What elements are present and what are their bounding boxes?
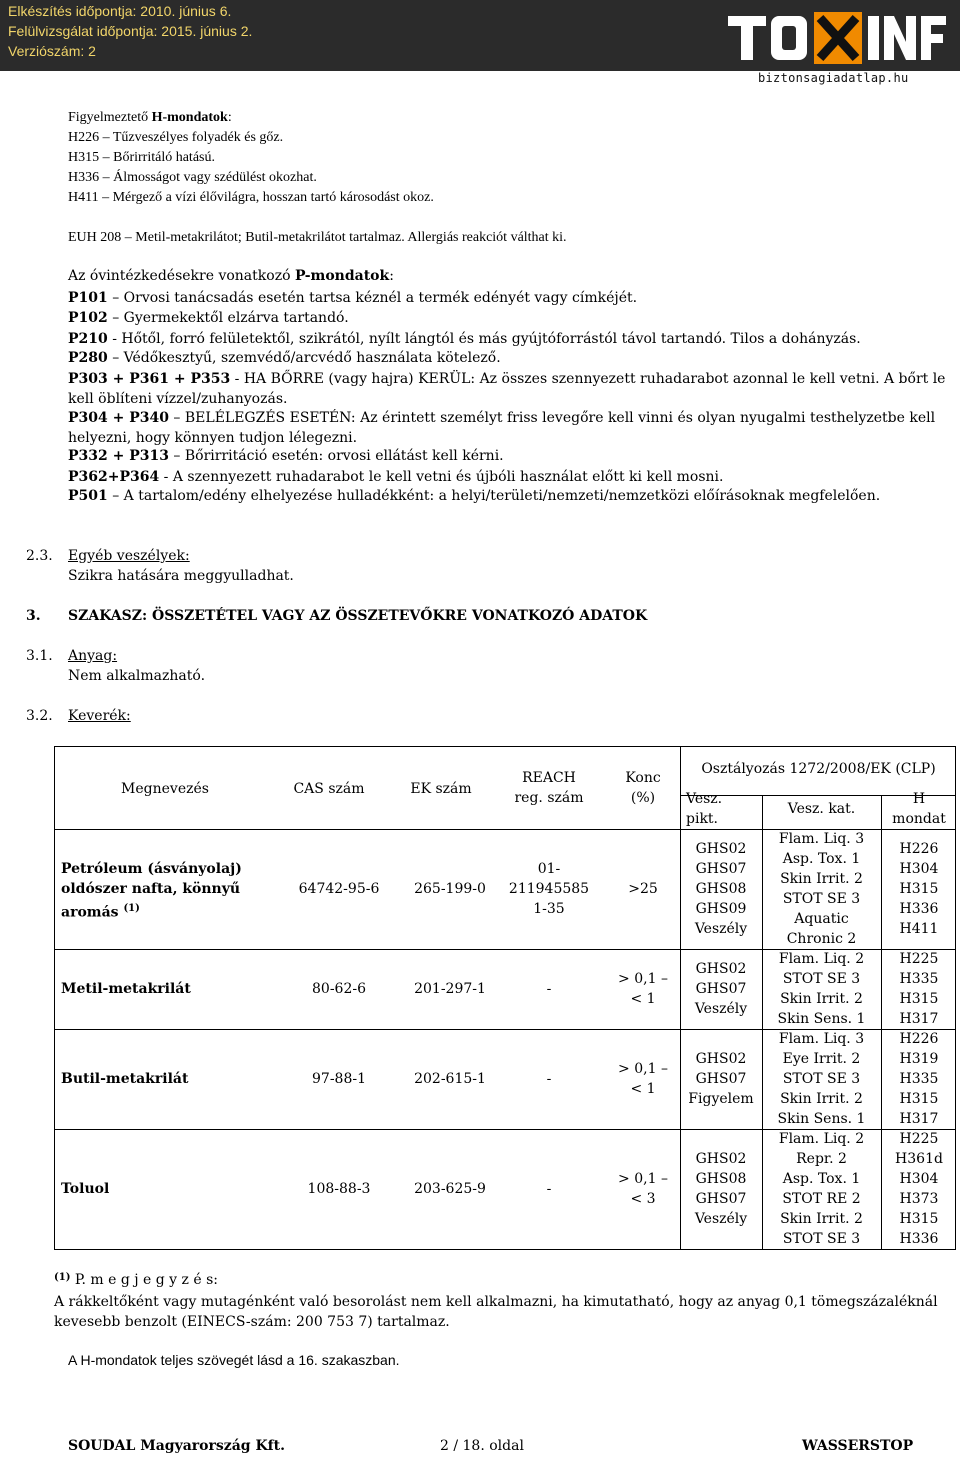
row4-cas: 108-88-3	[307, 1181, 371, 1197]
row4-hm: H225 H361d H304 H373 H315 H336	[895, 1131, 943, 1247]
footer-company: SOUDAL Magyarország Kft.	[68, 1438, 285, 1454]
header-kat: Vesz. kat.	[787, 801, 856, 817]
h-statements-reference: A H-mondatok teljes szövegét lásd a 16. szakaszban.	[68, 1352, 400, 1368]
section-2-3-number: 2.3.	[26, 548, 53, 564]
p-statement: P332 + P313 – Bőrirritáció esetén: orvosi ellátást kell kérni.	[68, 448, 504, 464]
row1-pikt: GHS02 GHS07 GHS08 GHS09 Veszély	[694, 841, 748, 937]
row1-reach: 01- 211945585 1-35	[508, 861, 590, 917]
section-3-number: 3.	[26, 608, 41, 624]
toxinfo-logo	[728, 12, 946, 64]
prepared-date: Elkészítés időpontja: 2010. június 6.	[8, 3, 232, 19]
row1-cas: 64742-95-6	[298, 881, 380, 897]
row2-konc: > 0,1 – < 1	[618, 971, 668, 1007]
h-statement: H336 – Álmosságot vagy szédülést okozhat.	[68, 170, 317, 185]
composition-table	[54, 746, 956, 1250]
header-hm: H mondat	[892, 791, 946, 827]
row1-name: Petróleum (ásványolaj) oldószer nafta, könnyű aromás $^{(1)}$	[61, 861, 242, 921]
section-3-2-number: 3.2.	[26, 708, 53, 724]
footnote-heading: $^{(1)}$ P. m e g j e g y z é s:	[54, 1272, 218, 1288]
row2-cas: 80-62-6	[312, 981, 366, 997]
section-3-1-number: 3.1.	[26, 648, 53, 664]
header-cas: CAS szám	[293, 781, 365, 797]
p-statement: P303 + P361 + P353 - HA BŐRRE (vagy hajra) KERÜL: Az összes szennyezett ruhadarabot azonnal le kell vetni. A bőrt le kell öblíteni vízzel/zuhanyozás.	[68, 371, 946, 407]
section-2-3-title: Egyéb veszélyek:	[68, 548, 190, 564]
section-3-1-title: Anyag:	[68, 648, 118, 664]
section-2-3-text: Szikra hatására meggyulladhat.	[68, 568, 294, 584]
section-3-1-text: Nem alkalmazható.	[68, 668, 206, 684]
p-statement: P501 – A tartalom/edény elhelyezése hulladékként: a helyi/területi/nemzeti/nemzetközi előírásoknak megfelelően.	[68, 488, 881, 504]
row1-ek: 265-199-0	[414, 881, 486, 897]
h-statements-title: Figyelmeztető H-mondatok:	[68, 110, 232, 125]
row3-reach: -	[546, 1071, 552, 1087]
header-name: Megnevezés	[121, 781, 209, 797]
p-statement: P304 + P340 – BELÉLEGZÉS ESETÉN: Az érintett személyt friss levegőre kell vinni és olyan nyugalmi testhelyzetbe kell helyezni, hogy könnyen tudjon lélegezni.	[68, 410, 936, 446]
logo-url: biztonsagiadatlap.hu	[758, 71, 909, 85]
euh-statement: EUH 208 – Metil-metakrilátot; Butil-metakrilátot tartalmaz. Allergiás reakciót válthat ki.	[68, 230, 567, 245]
version-number: Verziószám: 2	[8, 43, 96, 59]
section-3-2-title: Keverék:	[68, 708, 131, 724]
row4-pikt: GHS02 GHS08 GHS07 Veszély	[694, 1151, 748, 1227]
row1-kat: Flam. Liq. 3 Asp. Tox. 1 Skin Irrit. 2 STOT SE 3 Aquatic Chronic 2	[778, 831, 865, 947]
row4-ek: 203-625-9	[414, 1181, 486, 1197]
row4-reach: -	[546, 1181, 552, 1197]
row3-hm: H226 H319 H335 H315 H317	[899, 1031, 939, 1127]
row3-konc: > 0,1 – < 1	[618, 1061, 668, 1097]
row2-reach: -	[546, 981, 552, 997]
row3-ek: 202-615-1	[414, 1071, 486, 1087]
footer-product: WASSERSTOP	[802, 1438, 914, 1454]
row2-ek: 201-297-1	[414, 981, 486, 997]
p-statement: P362+P364 - A szennyezett ruhadarabot le kell vetni és újbóli használat előtt ki kell mosni.	[68, 469, 724, 485]
footnote-text: A rákkeltőként vagy mutagénként való besorolást nem kell alkalmazni, ha kimutatható, hogy az anyag 0,1 tömegszázaléknál kevesebb benzolt (EINECS-szám: 200 753 7) tartalmaz.	[54, 1294, 938, 1330]
row4-kat: Flam. Liq. 2 Repr. 2 Asp. Tox. 1 STOT RE 2 Skin Irrit. 2 STOT SE 3	[778, 1131, 865, 1247]
header-ek: EK szám	[410, 781, 472, 797]
p-statements-title: Az óvintézkedésekre vonatkozó P-mondatok:	[68, 268, 394, 284]
header-reach: REACH reg. szám	[514, 770, 584, 806]
header-konc: Konc (%)	[625, 770, 661, 806]
row2-kat: Flam. Liq. 2 STOT SE 3 Skin Irrit. 2 Skin Sens. 1	[777, 951, 866, 1027]
p-statement: P101 – Orvosi tanácsadás esetén tartsa kéznél a termék edényét vagy címkéjét.	[68, 290, 638, 306]
header-clp: Osztályozás 1272/2008/EK (CLP)	[701, 761, 936, 777]
revision-date: Felülvizsgálat időpontja: 2015. június 2.	[8, 23, 253, 39]
p-statement: P210 - Hőtől, forró felületektől, szikrától, nyílt lángtól és más gyújtóforrástól távol tartandó. Tilos a dohányzás.	[68, 331, 861, 347]
row3-name: Butil-metakrilát	[61, 1071, 189, 1087]
h-statement: H226 – Tűzveszélyes folyadék és gőz.	[68, 130, 284, 145]
footer-page-number: 2 / 18. oldal	[440, 1438, 524, 1454]
row3-cas: 97-88-1	[312, 1071, 366, 1087]
row1-konc: >25	[628, 881, 658, 897]
p-statement: P280 – Védőkesztyű, szemvédő/arcvédő használata kötelező.	[68, 350, 501, 366]
row1-hm: H226 H304 H315 H336 H411	[899, 841, 939, 937]
row2-name: Metil-metakrilát	[61, 981, 191, 997]
row3-pikt: GHS02 GHS07 Figyelem	[688, 1051, 754, 1107]
p-statement: P102 – Gyermekektől elzárva tartandó.	[68, 310, 349, 326]
row3-kat: Flam. Liq. 3 Eye Irrit. 2 STOT SE 3 Skin Irrit. 2 Skin Sens. 1	[777, 1031, 866, 1127]
row4-konc: > 0,1 – < 3	[618, 1171, 668, 1207]
row4-name: Toluol	[61, 1181, 110, 1197]
page-header	[0, 0, 960, 71]
h-statement: H411 – Mérgező a vízi élővilágra, hosszan tartó károsodást okoz.	[68, 190, 434, 205]
row2-pikt: GHS02 GHS07 Veszély	[694, 961, 748, 1017]
section-3-title: SZAKASZ: ÖSSZETÉTEL VAGY AZ ÖSSZETEVŐKRE VONATKOZÓ ADATOK	[68, 608, 648, 624]
header-pikt: Vesz. pikt.	[686, 791, 723, 827]
row2-hm: H225 H335 H315 H317	[899, 951, 939, 1027]
h-statement: H315 – Bőrirritáló hatású.	[68, 150, 215, 165]
